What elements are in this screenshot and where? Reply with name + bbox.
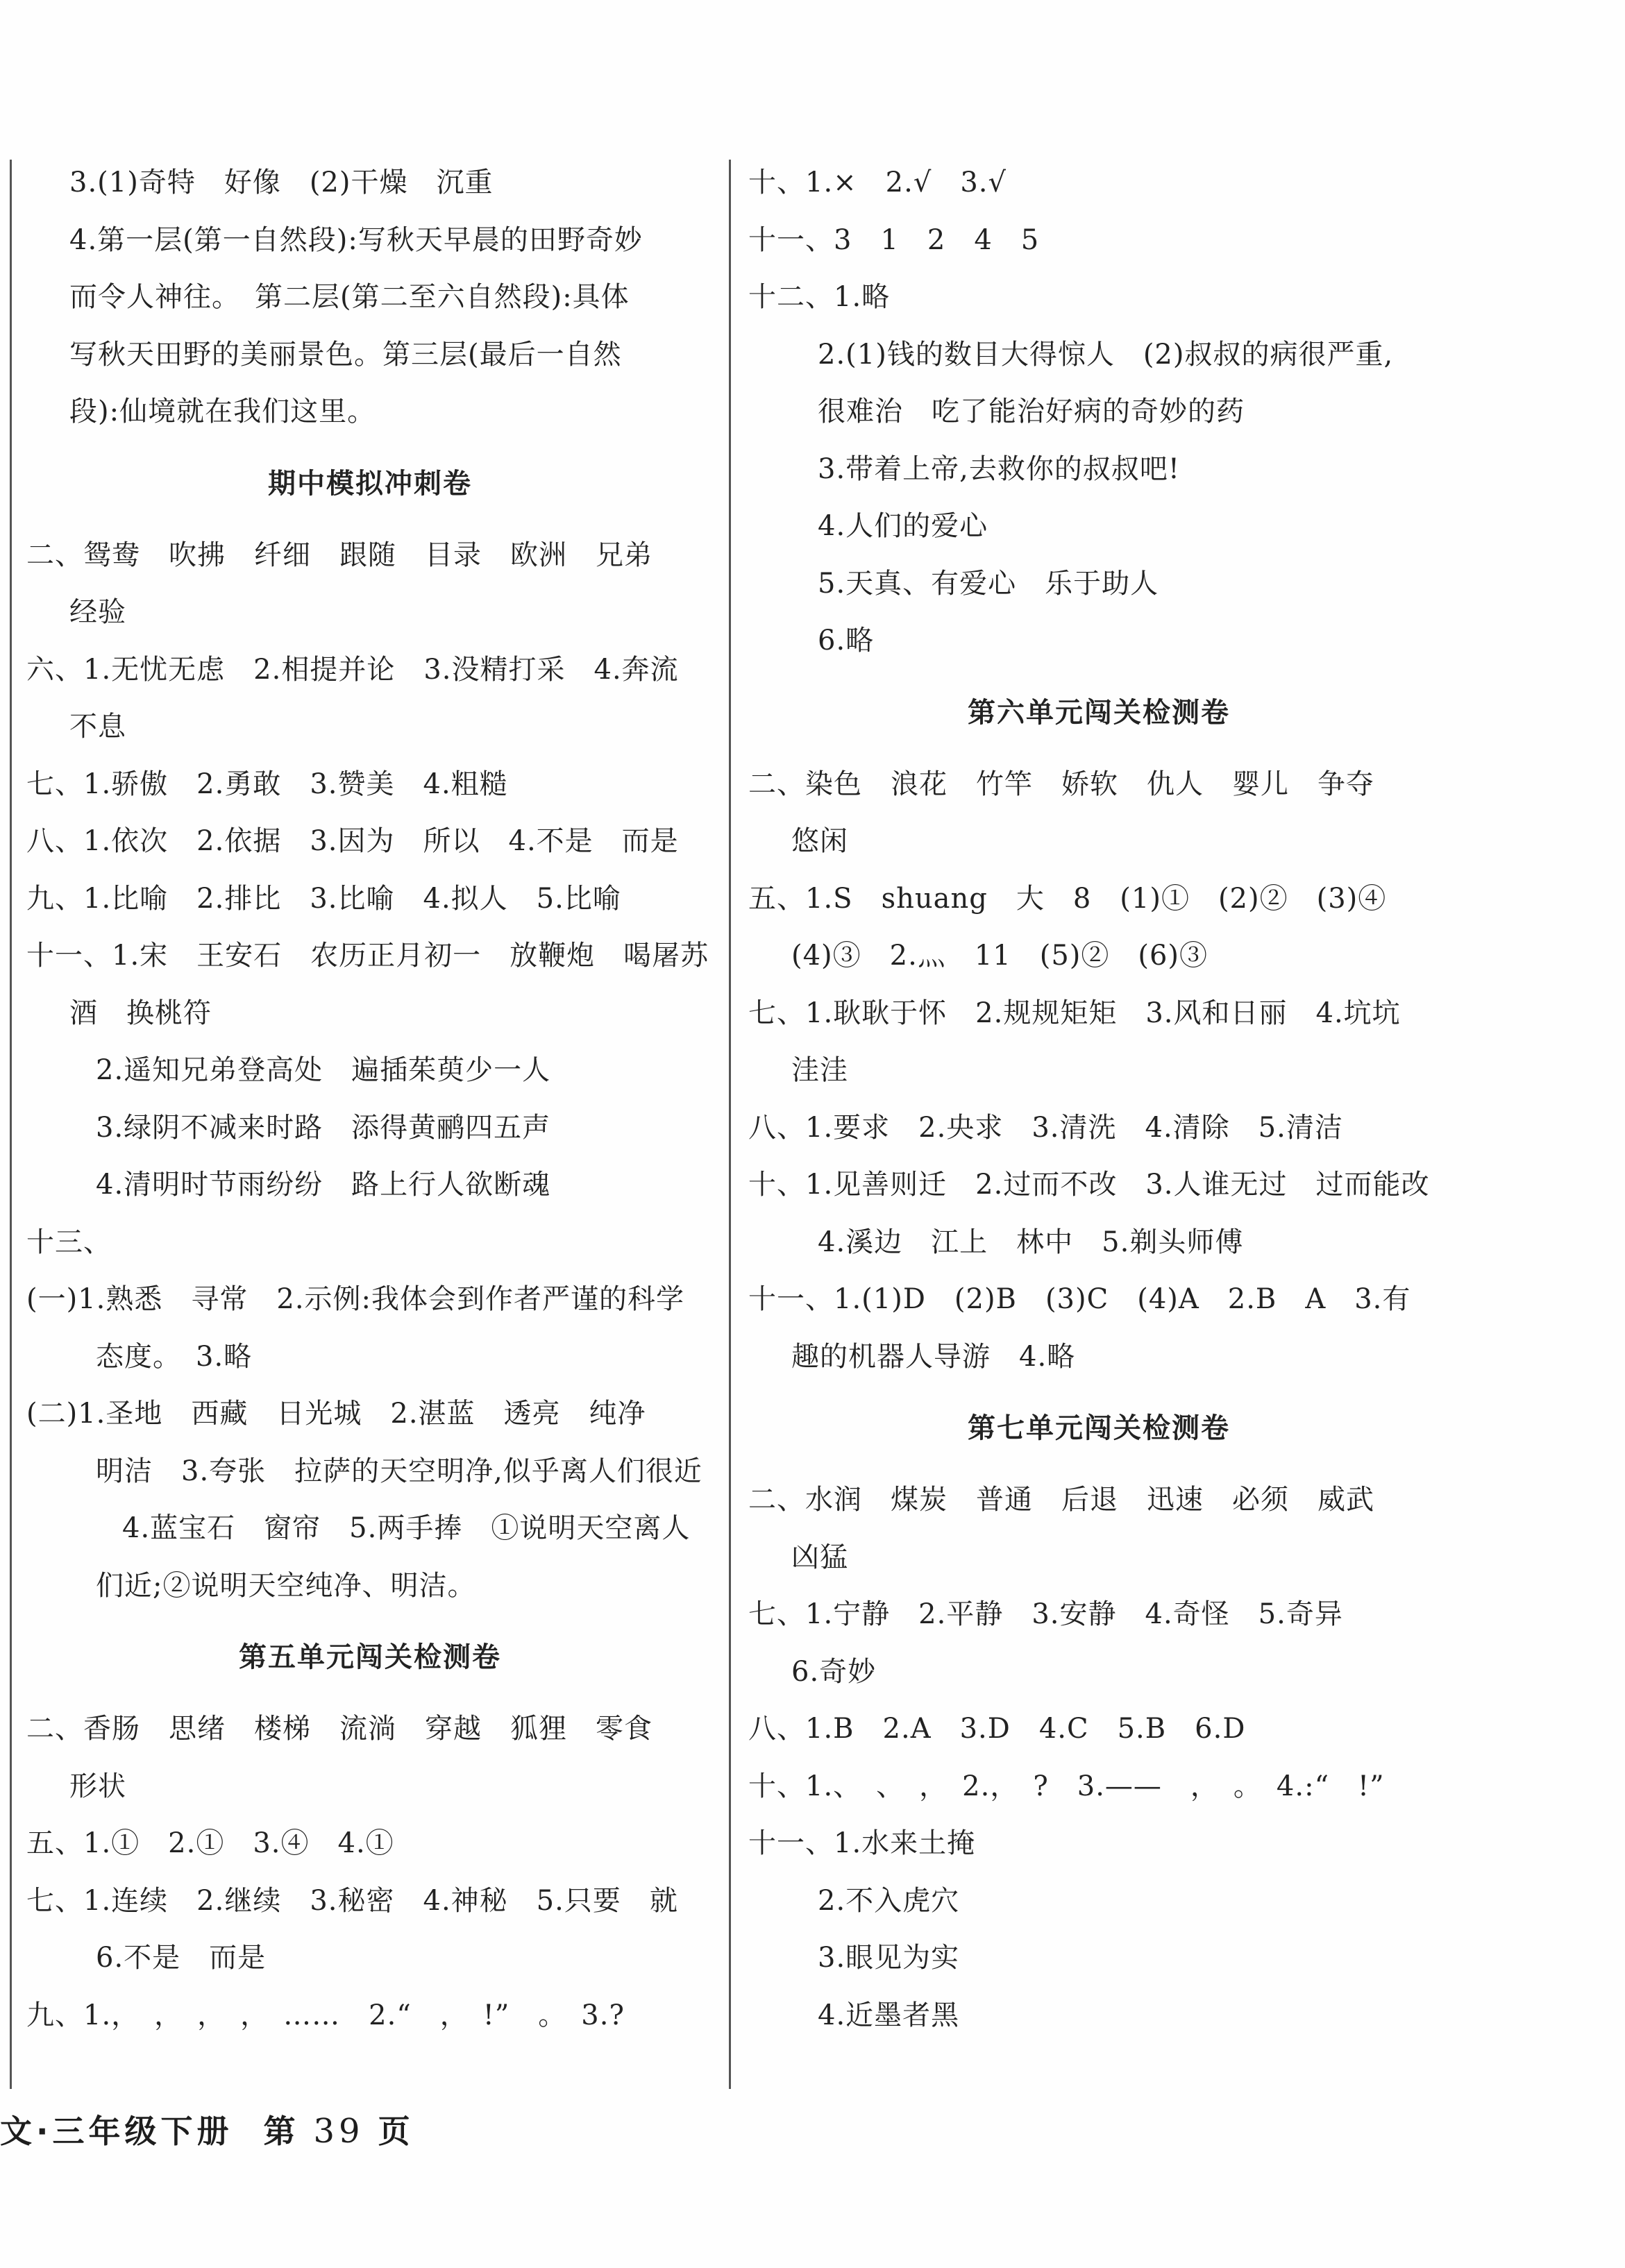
text-line: 二、水润 煤炭 普通 后退 迅速 必须 威武	[748, 1484, 1374, 1516]
section-heading: 第七单元闯关检测卷	[968, 1412, 1230, 1444]
text-line: 洼洼	[791, 1054, 848, 1086]
text-line: 5.天真、有爱心 乐于助人	[818, 567, 1159, 600]
text-line: 经验	[69, 596, 126, 628]
text-line: 6.不是 而是	[96, 1942, 267, 1974]
text-line: 6.略	[818, 625, 875, 657]
text-line: 不息	[69, 711, 126, 743]
text-line: 五、1.① 2.① 3.④ 4.①	[26, 1827, 394, 1859]
text-line: 悠闲	[791, 825, 848, 857]
text-line: 4.溪边 江上 林中 5.剃头师傅	[818, 1226, 1244, 1258]
text-line: (一)1.熟悉 寻常 2.示例:我体会到作者严谨的科学	[26, 1283, 685, 1315]
text-line: 十三、	[26, 1226, 112, 1258]
text-line: 6.奇妙	[791, 1655, 877, 1688]
text-line: 酒 换桃符	[69, 997, 212, 1029]
text-line: 很难治 吃了能治好病的奇妙的药	[818, 396, 1245, 428]
section-heading: 期中模拟冲刺卷	[268, 467, 472, 500]
section-heading: 第六单元闯关检测卷	[968, 696, 1230, 729]
text-line: 十一、3 1 2 4 5	[748, 223, 1040, 256]
text-line: 二、香肠 思绪 楼梯 流淌 穿越 狐狸 零食	[26, 1713, 652, 1745]
text-line: 八、1.要求 2.央求 3.清洗 4.清除 5.清洁	[748, 1111, 1343, 1144]
text-line: 而令人神往。 第二层(第二至六自然段):具体	[69, 281, 630, 313]
text-line: 形状	[69, 1770, 126, 1802]
footer-page-word: 第	[263, 2113, 300, 2150]
left-margin-rule	[10, 160, 12, 2089]
text-line: 二、鸳鸯 吹拂 纤细 跟随 目录 欧洲 兄弟	[26, 539, 652, 571]
text-line: 明洁 3.夸张 拉萨的天空明净,似乎离人们很近	[96, 1455, 702, 1487]
text-line: 十、1.、 、 ， 2.， ? 3.—— ， 。 4.:“ !”	[748, 1770, 1385, 1802]
text-line: 八、1.依次 2.依据 3.因为 所以 4.不是 而是	[26, 825, 679, 857]
text-line: 七、1.耿耿于怀 2.规规矩矩 3.风和日丽 4.坑坑	[748, 997, 1401, 1029]
text-line: 2.不入虎穴	[818, 1884, 960, 1917]
footer-book-label: 文·三年级下册	[0, 2113, 233, 2150]
text-line: 3.(1)奇特 好像 (2)干燥 沉重	[69, 167, 494, 198]
page-footer	[0, 2106, 414, 2152]
text-line: 4.近墨者黑	[818, 1999, 960, 2031]
text-line: 4.蓝宝石 窗帘 5.两手捧 ①说明天空离人	[122, 1512, 691, 1544]
text-line: 写秋天田野的美丽景色。第三层(最后一自然	[69, 338, 622, 371]
text-line: 十、1.见善则迁 2.过而不改 3.人谁无过 过而能改	[748, 1169, 1430, 1201]
text-line: 五、1.S shuang 大 8 (1)① (2)② (3)④	[748, 882, 1387, 915]
text-line: 们近;②说明天空纯净、明洁。	[96, 1569, 476, 1602]
text-line: 七、1.宁静 2.平静 3.安静 4.奇怪 5.奇异	[748, 1598, 1343, 1630]
section-heading: 第五单元闯关检测卷	[239, 1641, 501, 1673]
text-line: 态度。 3.略	[96, 1340, 253, 1373]
text-line: 九、1.， ， ， ， …… 2.“ ， !” 。 3.?	[26, 1999, 625, 2031]
page-number: 39	[313, 2112, 364, 2151]
text-line: 十一、1.(1)D (2)B (3)C (4)A 2.B A 3.有	[748, 1283, 1411, 1315]
text-line: 2.遥知兄弟登高处 遍插茱萸少一人	[96, 1054, 551, 1086]
text-line: 六、1.无忧无虑 2.相提并论 3.没精打采 4.奔流	[26, 653, 679, 686]
text-line: 九、1.比喻 2.排比 3.比喻 4.拟人 5.比喻	[26, 882, 621, 915]
right-column	[748, 154, 1449, 2044]
text-line: 2.(1)钱的数目大得惊人 (2)叔叔的病很严重,	[818, 338, 1394, 371]
footer-page-suffix: 页	[378, 2113, 414, 2150]
text-line: 凶猛	[791, 1541, 848, 1573]
column-divider	[729, 160, 731, 2089]
text-line: 七、1.骄傲 2.勇敢 3.赞美 4.粗糙	[26, 768, 508, 800]
text-line: (4)③ 2.灬 11 (5)② (6)③	[791, 940, 1209, 972]
text-line: 十二、1.略	[748, 281, 891, 313]
text-line: 3.绿阴不减来时路 添得黄鹂四五声	[96, 1111, 551, 1144]
text-line: 4.清明时节雨纷纷 路上行人欲断魂	[96, 1169, 551, 1201]
left-column	[26, 154, 714, 2044]
text-line: 七、1.连续 2.继续 3.秘密 4.神秘 5.只要 就	[26, 1884, 678, 1917]
text-line: 3.眼见为实	[818, 1942, 960, 1974]
text-line: (二)1.圣地 西藏 日光城 2.湛蓝 透亮 纯净	[26, 1398, 646, 1430]
text-line: 段):仙境就在我们这里。	[69, 396, 376, 428]
text-line: 十、1.× 2.√ 3.√	[748, 167, 1007, 198]
text-line: 十一、1.水来土掩	[748, 1827, 976, 1859]
text-line: 4.第一层(第一自然段):写秋天早晨的田野奇妙	[69, 223, 643, 256]
text-line: 3.带着上帝,去救你的叔叔吧!	[818, 452, 1180, 485]
text-line: 二、染色 浪花 竹竿 娇软 仇人 婴儿 争夺	[748, 768, 1374, 800]
text-line: 趣的机器人导游 4.略	[791, 1340, 1076, 1373]
text-line: 十一、1.宋 王安石 农历正月初一 放鞭炮 喝屠苏	[26, 940, 709, 972]
text-line: 4.人们的爱心	[818, 510, 988, 542]
text-line: 八、1.B 2.A 3.D 4.C 5.B 6.D	[748, 1713, 1246, 1745]
